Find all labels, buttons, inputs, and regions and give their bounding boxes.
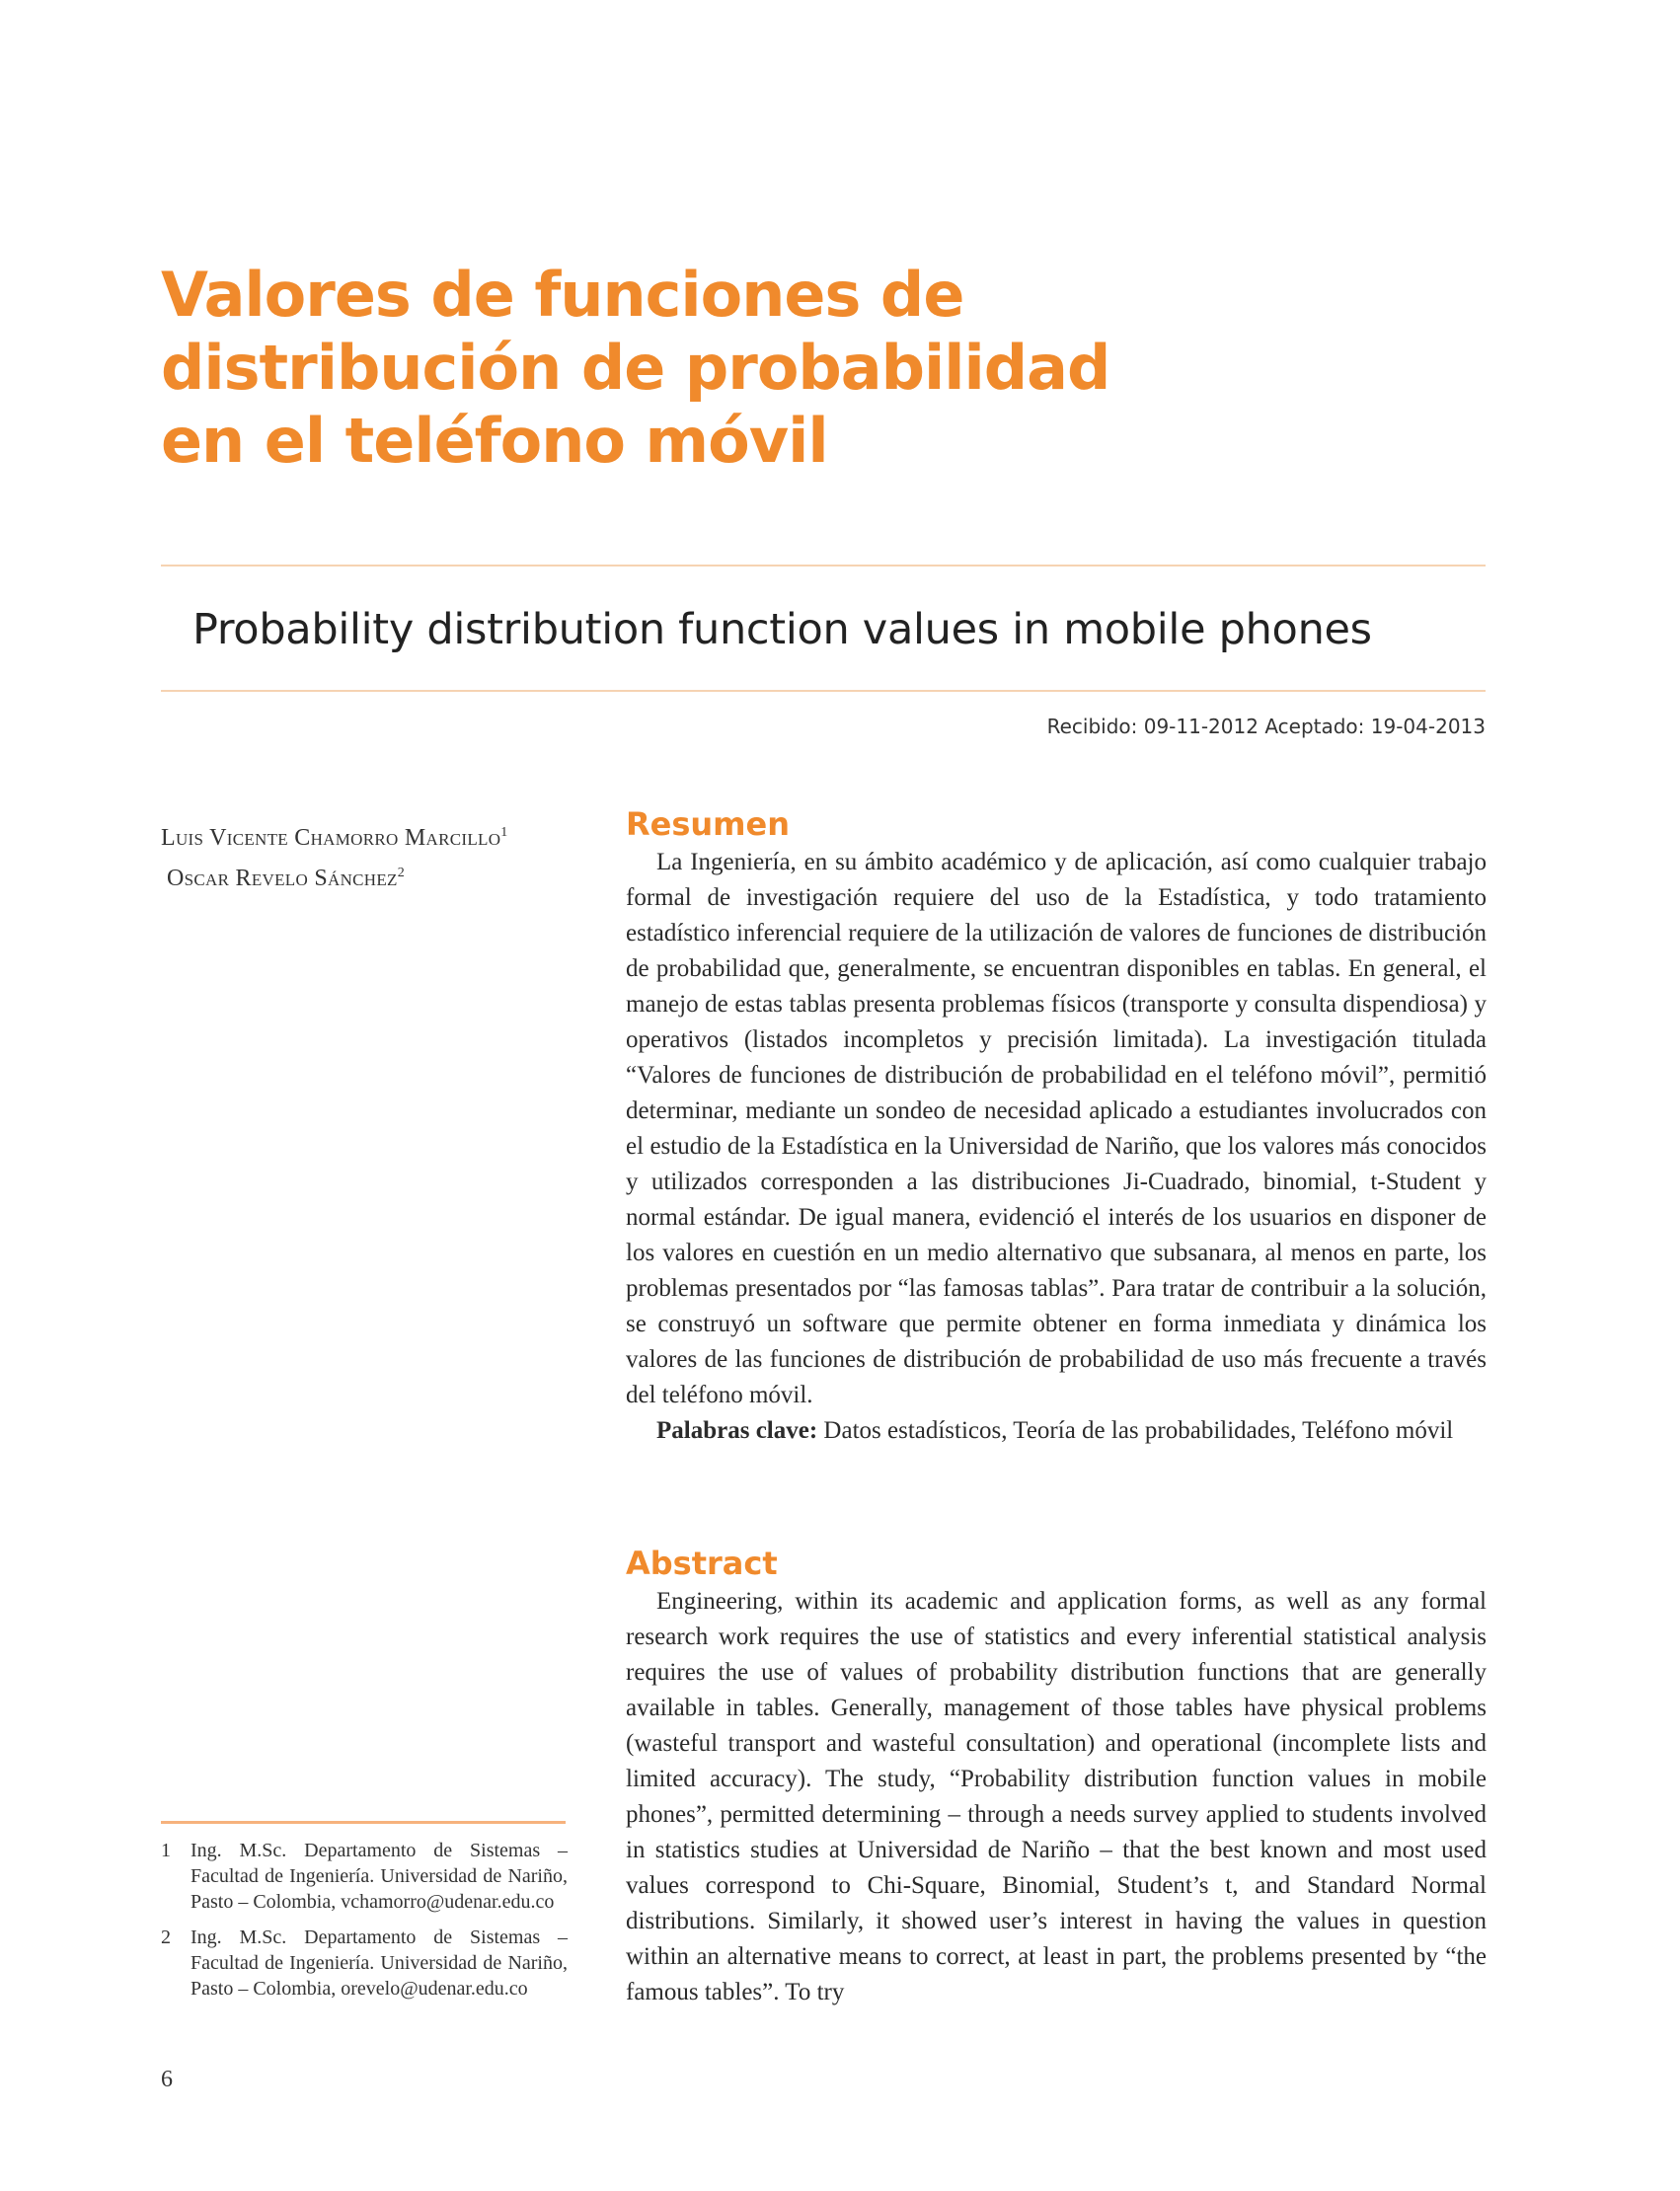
footnote-text: Ing. M.Sc. Departamento de Sistemas – Facultad de Ingeniería. Universidad de Nariño, Pasto – Colombia, orevelo@udenar.edu.co xyxy=(191,1927,568,2000)
english-title: Probability distribution function values in mobile phones xyxy=(192,605,1372,654)
keywords-line xyxy=(626,1413,1487,1449)
keywords-text: Datos estadísticos, Teoría de las probabilidades, Teléfono móvil xyxy=(823,1417,1454,1444)
title-divider-top xyxy=(161,565,1486,567)
footnote xyxy=(161,1838,568,1915)
footnote-number: 1 xyxy=(161,1840,171,1861)
author-footnote-mark: 1 xyxy=(500,825,508,840)
title-line: Valores de funciones de xyxy=(161,259,964,331)
footnote-number: 2 xyxy=(161,1927,171,1948)
footnote-divider xyxy=(161,1821,566,1824)
received-accepted-dates: Recibido: 09-11-2012 Aceptado: 19-04-2013 xyxy=(1046,715,1486,738)
resumen-heading: Resumen xyxy=(626,805,790,843)
keywords-label: Palabras clave: xyxy=(656,1417,818,1444)
resumen-paragraph: La Ingeniería, en su ámbito académico y de aplicación, así como cualquier trabajo formal de investigación requiere del uso de la Estadística, y todo tratamiento estadístico inferencial requiere de la utilización de valores de funciones de distribución de probabilidad que, generalmente, se encuentran disponibles en tablas. En general, el manejo de estas tablas presenta problemas físicos (transporte y consulta dispendiosa) y operativos (listados incompletos y precisión limitada). La investigación titulada “Valores de funciones de distribución de probabilidad en el teléfono móvil”, permitió determinar, mediante un sondeo de necesidad aplicado a estudiantes involucrados con el estudio de la Estadística en la Universidad de Nariño, que los valores más conocidos y utilizados corresponden a las distribuciones Ji-Cuadrado, binomial, t-Student y normal estándar. De igual manera, evidenció el interés de los usuarios en disponer de los valores en cuestión en un medio alternativo que subsanara, al menos en parte, los problemas presentados por “las famosas tablas”. Para tratar de contribuir a la solución, se construyó un software que permite obtener en forma inmediata y dinámica los valores de las funciones de distribución de probabilidad de uso más frecuente a través del teléfono móvil. xyxy=(626,849,1487,1408)
title-line: en el teléfono móvil xyxy=(161,405,828,477)
resumen-body xyxy=(626,845,1487,1449)
footnotes xyxy=(161,1838,568,2011)
abstract-body xyxy=(626,1584,1487,2010)
footnote xyxy=(161,1925,568,2002)
article-title xyxy=(161,259,1444,478)
footnote-text: Ing. M.Sc. Departamento de Sistemas – Facultad de Ingeniería. Universidad de Nariño, Pasto – Colombia, vchamorro@udenar.edu.co xyxy=(191,1840,568,1913)
author-name: Oscar Revelo Sánchez$^2$ xyxy=(167,866,406,891)
author-list xyxy=(161,815,595,896)
title-line: distribución de probabilidad xyxy=(161,332,1110,404)
title-divider-bottom xyxy=(161,690,1486,692)
abstract-heading: Abstract xyxy=(626,1545,778,1582)
author-name: Luis Vicente Chamorro Marcillo$^1$ xyxy=(161,825,508,851)
page-number: 6 xyxy=(161,2067,173,2092)
abstract-paragraph: Engineering, within its academic and application forms, as well as any formal research work requires the use of statistics and every inferential statistical analysis requires the use of values of probability distribution functions that are generally available in tables. Generally, management of those tables have physical problems (wasteful transport and wasteful consultation) and operational (incomplete lists and limited accuracy). The study, “Probability distribution function values in mobile phones”, permitted determining – through a needs survey applied to students involved in statistics studies at Universidad de Nariño – that the best known and most used values correspond to Chi-Square, Binomial, Student’s t, and Standard Normal distributions. Similarly, it showed user’s interest in having the values in question within an alternative means to correct, at least in part, the problems presented by “the famous tables”. To try xyxy=(626,1588,1487,2005)
author-footnote-mark: 2 xyxy=(397,866,406,880)
